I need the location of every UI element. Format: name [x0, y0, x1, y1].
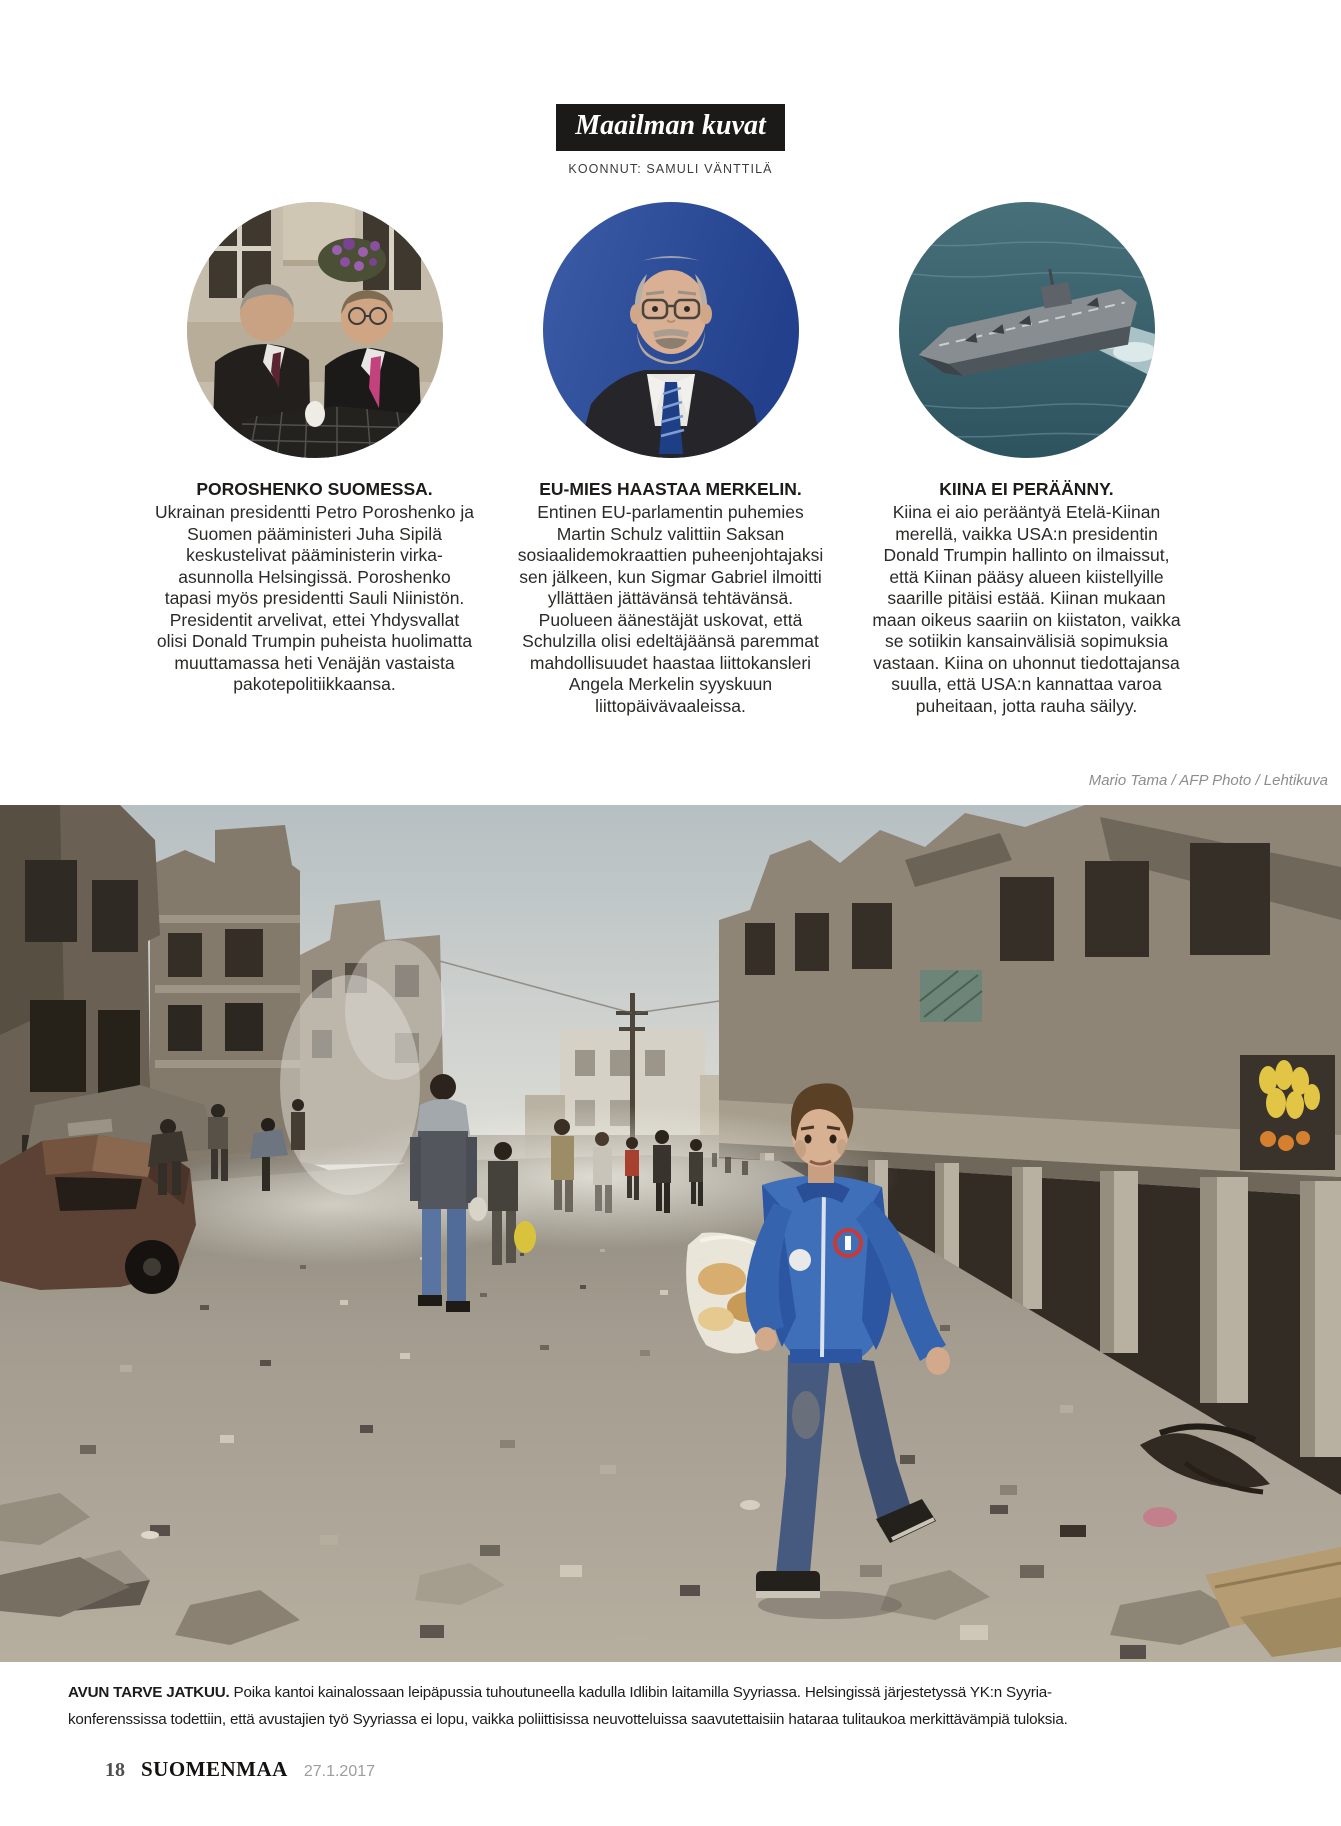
section-title: Maailman kuvat — [556, 104, 785, 151]
photo-caption — [68, 1679, 1068, 1733]
poroshenko-sipila-illustration — [187, 202, 443, 458]
publication-name: SUOMENMAA — [141, 1757, 288, 1781]
world-news-row — [152, 202, 1190, 717]
byline: KOONNUT: SAMULI VÄNTTILÄ — [568, 162, 773, 176]
photo-idlib-street — [0, 805, 1341, 1662]
news-heading: POROSHENKO SUOMESSA. — [196, 479, 433, 499]
schulz-illustration — [543, 202, 799, 458]
news-item-kiina — [864, 202, 1190, 717]
page-number: 18 — [105, 1759, 125, 1781]
photo-poroshenko-sipila — [187, 202, 443, 458]
news-heading: EU-MIES HAASTAA MERKELIN. — [539, 479, 802, 499]
caption-line-2: konferenssissa todettiin, että avustajien työ Syyriassa ei lopu, vaikka poliittisissa neuvotteluissa saavutettaisiin hataraa tulitaukoa merkittävämpiä tuloksia. — [68, 1711, 1068, 1729]
issue-date: 27.1.2017 — [303, 1763, 376, 1780]
caption-text-1: Poika kantoi kainalossaan leipäpussia tuhoutuneella kadulla Idlibin laitamilla Syyriassa. Helsingissä järjestetyssä YK:n Syyria- — [233, 1684, 1052, 1702]
caption-line-1 — [68, 1684, 1052, 1701]
idlib-street-illustration — [0, 805, 1341, 1662]
caption-lead: AVUN TARVE JATKUU. — [68, 1684, 230, 1702]
carrier-illustration — [899, 202, 1155, 458]
news-body: Entinen EU-parlamentin puhemies Martin Schulz valittiin Saksan sosiaalidemokraattien puheenjohtajaksi sen jälkeen, kun Sigmar Gabriel ilmoitti yllättäen jättävänsä tehtävänsä. Puolueen äänestäjät uskovat, että Schulzilla olisi edeltäjäänsä paremmat mahdollisuudet haastaa liittokansleri Angela Merkelin syyskuun liittopäivävaaleissa. — [517, 502, 824, 716]
news-body: Kiina ei aio perääntyä Etelä-Kiinan merellä, vaikka USA:n presidentin Donald Trumpin hallinto on ilmaissut, että Kiinan pääsy alueen kiistellyille saarille pitäisi estää. Kiinan mukaan maan oikeus saariin on kiistaton, vaikka se sotiikin kansainvälisiä sopimuksia vastaan. Kiina on uhonnut tiedottajansa suulla, että USA:n kannattaa varoa puheitaan, jotta rauha säilyy. — [872, 502, 1181, 716]
news-body: Ukrainan presidentti Petro Poroshenko ja Suomen pääministeri Juha Sipilä keskustelivat pääministerin virka-asunnolla Helsingissä. Poroshenko tapasi myös presidentti Sauli Niinistön. Presidentit arvelivat, ettei Yhdysvallat olisi Donald Trumpin puheista huolimatta muuttamassa heti Venäjän vastaista pakotepolitiikkaansa. — [154, 502, 475, 694]
news-item-schulz — [508, 202, 834, 717]
page-footer — [105, 1757, 375, 1782]
section-header — [0, 104, 1341, 176]
photo-aircraft-carrier — [899, 202, 1155, 458]
photo-martin-schulz — [543, 202, 799, 458]
photo-credit: Mario Tama / AFP Photo / Lehtikuva — [1088, 772, 1328, 789]
news-item-poroshenko — [152, 202, 478, 717]
news-heading: KIINA EI PERÄÄNNY. — [939, 479, 1114, 499]
